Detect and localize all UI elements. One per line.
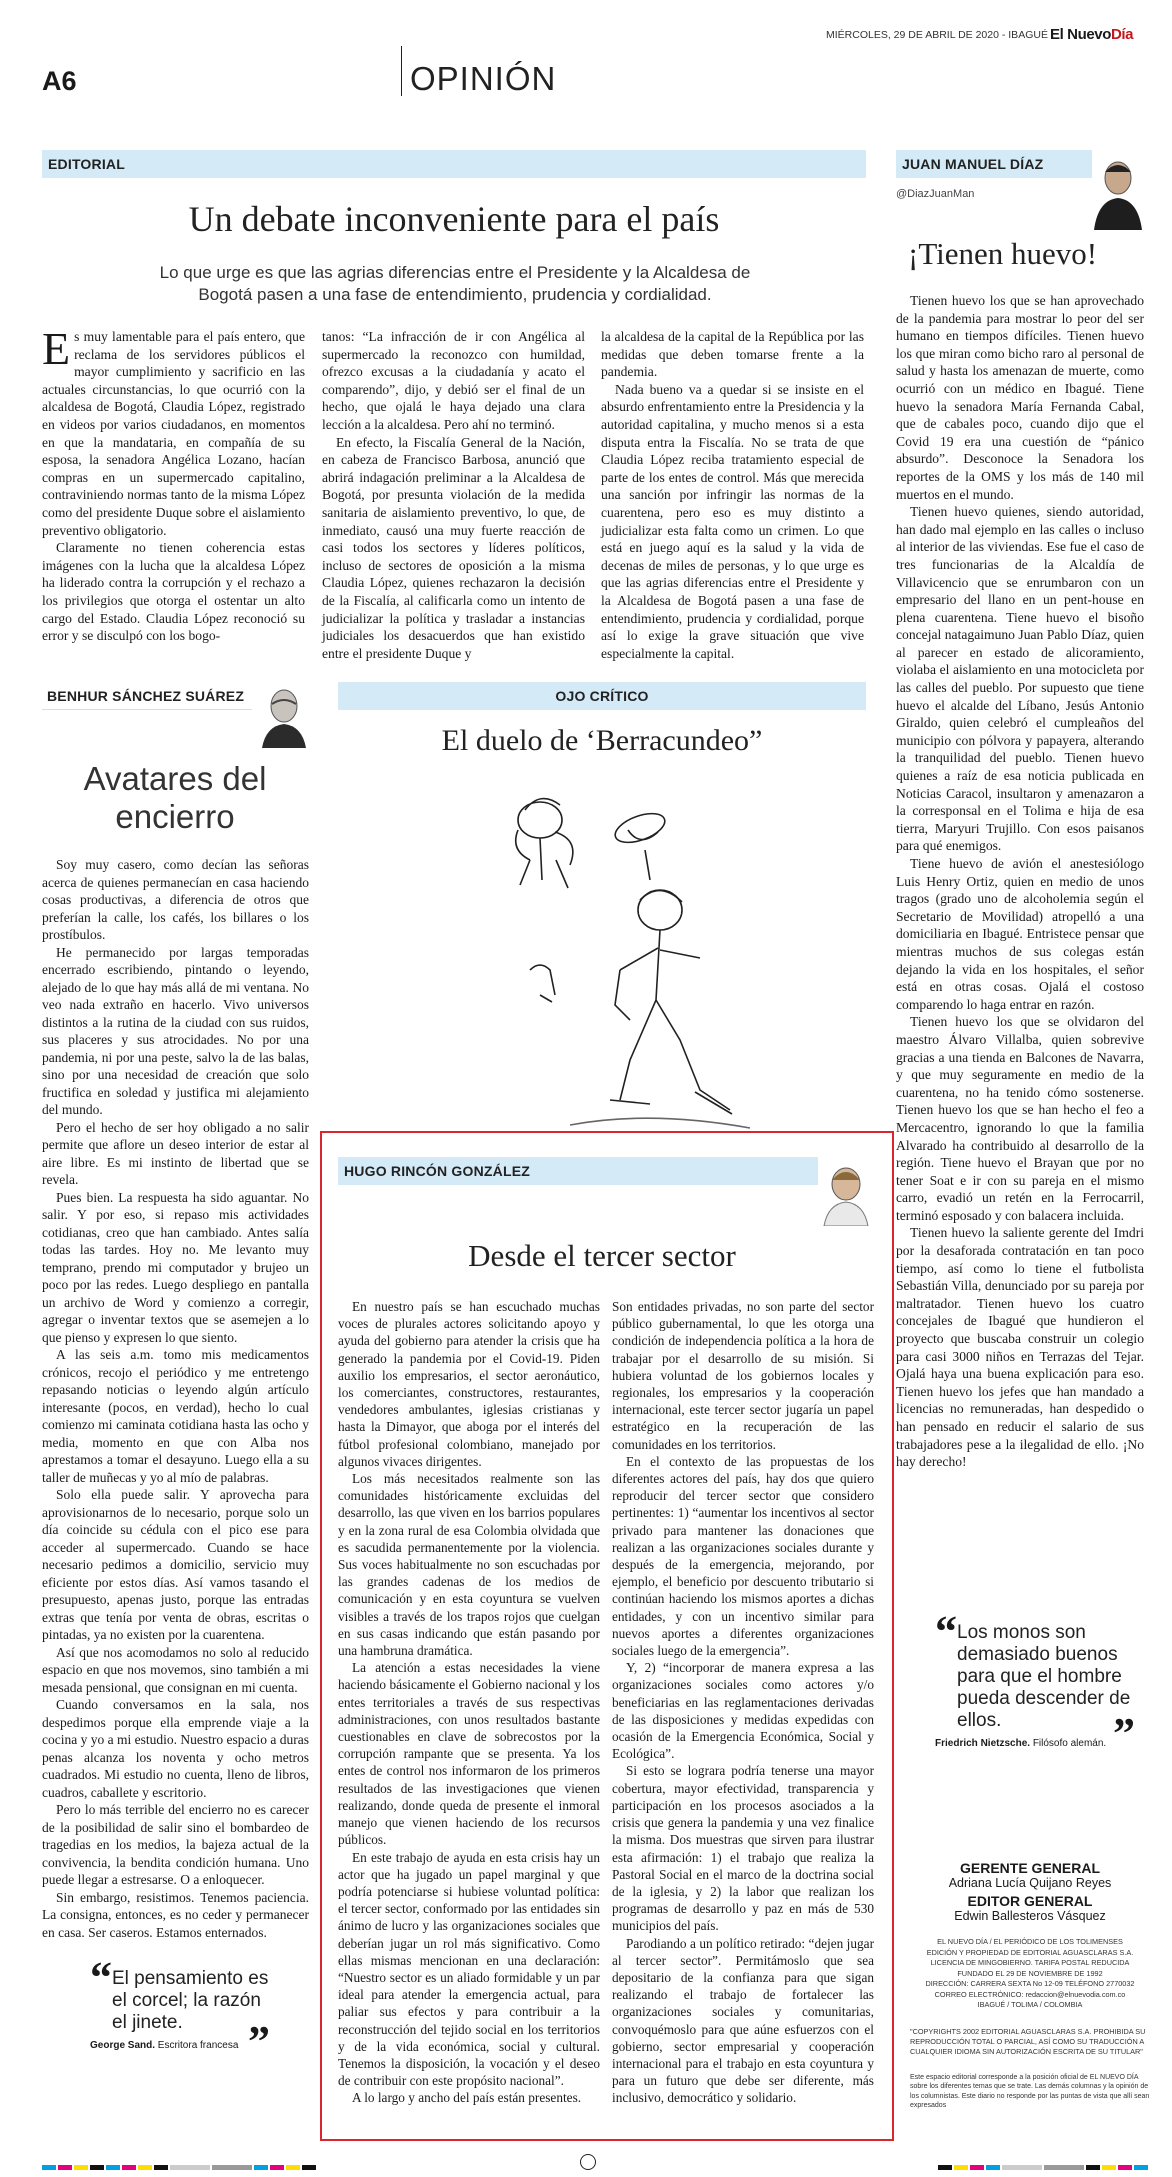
- juan-paragraph: Tienen huevo quienes, siendo autoridad, han dado mal ejemplo en las calles o incluso al interior de las viviendas. Ese fue el caso de tres funcionarias de la Alcaldía de Villavicencio que se enrumbaron con un empresario del llano en un pent-house en plena cuarentena. Tiene huevo el bisoño concejal natagaimuno Juan Pablo Díaz, quien al parecer en estado de alicoramiento, violaba el aislamiento en una motocicleta por las calles del pueblo. Por supuesto que tiene huevo el alcalde del Líbano, Jesús Antonio Giraldo, quien celebró el cumpleaños del municipio con pólvora y papayera, alterando la tranquilidad del pueblo. Tienen huevo quienes a raíz de esa noticia publicada en Noticias Caracol, insultaron y amenazaron a la corresponsal en el Tolima e hija de esa tierra, Maryuri Trujillo. Con esos paisanos para qué enemigos.: [896, 504, 1144, 854]
- juan-paragraph: Tienen huevo los que se olvidaron del maestro Álvaro Villalba, quien sobrevive gracias a una tienda en Balcones de Navarra, y que muy seguramente en medio de la cuarentena, no ha tenido cómo sostenerse. Tienen huevo los que se han hecho el feo a Mercacentro, ignorando lo que la familia Alvarado ha contribuido al desarrollo de la región. Tiene huevo el Brayan que por no tener Soat e ir con su pareja en el mismo carro, evadió un retén en la Ferrocarril, terminó esposado y con balacera incluida.: [896, 1014, 1144, 1223]
- print-color-bar-left: [42, 2160, 602, 2170]
- legal-line: FUNDADO EL 29 DE NOVIEMBRE DE 1992: [957, 1968, 1103, 1978]
- brand-logo-b: Día: [1110, 26, 1134, 43]
- brand-logo: [1050, 26, 1133, 43]
- legal-line: EDICIÓN Y PROPIEDAD DE EDITORIAL AGUASCLARAS S.A.: [926, 1947, 1134, 1957]
- masthead: [910, 1860, 1150, 2111]
- hugo-author: HUGO RINCÓN GONZÁLEZ: [338, 1157, 818, 1185]
- close-quote-icon: ”: [1113, 1709, 1135, 1758]
- hugo-paragraph: Si esto se lograra podría tenerse una mayor cobertura, mayor efectividad, transparencia y participación en los procesos asociados a la crisis que genera la pandemia y una vez finalice la misma. Dos muestras que sirven para ilustrar esta afirmación: 1) el trabajo que realiza la Pastoral Social en el marco de la doctrina social de la iglesia, y 2) la labor que realizan los programas de desarrollo y paz en más de 530 municipios del país.: [612, 1763, 874, 1934]
- benhur-quote-role: Escritora francesa: [157, 2040, 239, 2051]
- issue-date: MIÉRCOLES, 29 DE ABRIL DE 2020 - IBAGUÉ: [826, 29, 1048, 41]
- ojo-critico-label: OJO CRÍTICO: [338, 682, 866, 710]
- benhur-quote-box: [90, 1953, 270, 2066]
- masthead-role-2: EDITOR GENERAL: [967, 1893, 1093, 1909]
- juan-quote-box: [935, 1607, 1135, 1758]
- benhur-author: BENHUR SÁNCHEZ SUÁREZ: [42, 682, 252, 710]
- masthead-name-2: Edwin Ballesteros Vásquez: [954, 1909, 1106, 1923]
- benhur-paragraph: A las seis a.m. tomo mis medicamentos crónicos, recojo el periódico y me entretengo repasando noticias o leyendo algún artículo interesante (pocos, en verdad), hecho lo cual comienzo mi caminata cotidiana hasta las ocho y media, momento en que con Alba nos aprestamos a tomar el desayuno. Luego ella a su taller de muñecas y yo al mío de palabras.: [42, 1347, 309, 1485]
- hugo-paragraph: Son entidades privadas, no son parte del sector público gubernamental, lo que les otorga una condición de independencia política a la hora de trabajar por el desarrollo de su misión. Si hubiera voluntad de los gobiernos locales y regionales, los empresarios y la cooperación internacional, este tercer sector jugaría un papel estratégico en la recuperación de las comunidades en los territorios.: [612, 1299, 874, 1452]
- juan-quote-author: Friedrich Nietzsche.: [935, 1738, 1031, 1749]
- hugo-paragraph: En nuestro país se han escuchado muchas voces de plurales actores solicitando apoyo y ayuda del gobierno para atender la crisis que ha generado la pandemia por el Covid-19. Piden auxilio los empresarios, el sector aeronáutico, los comerciantes, constructores, restaurantes, vendedores ambulantes, iglesias cristianas y hasta la Dimayor, que aboga por el interés del fútbol profesional colombiano, manejado por algunos vivaces dirigentes.: [338, 1299, 600, 1469]
- open-quote-icon: “: [90, 1953, 112, 2002]
- hugo-paragraph: Los más necesitados realmente son las comunidades históricamente excluidas del desarrollo, las que viven en los barrios populares y en la zona rural de esa Colombia olvidada que es sacudida permanentemente por la violencia. Sus voces habitualmente no son escuchadas por las grandes cadenas de los medios de comunicación y en esta coyuntura se vuelven visibles a través de los trapos rojos que cuelgan en sus casas indicando que están pasando por una hambruna dramática.: [338, 1471, 600, 1659]
- benhur-body: [42, 856, 309, 1941]
- cartoon-illustration: [470, 770, 790, 1140]
- hugo-title: Desde el tercer sector: [468, 1238, 736, 1273]
- legal-line: EL NUEVO DÍA / EL PERIÓDICO DE LOS TOLIMENSES: [937, 1937, 1123, 1946]
- juan-quote-role: Filósofo alemán.: [1032, 1738, 1107, 1749]
- editorial-paragraph: Es muy lamentable para el país entero, que reclama de los servidores públicos el mayor cumplimiento y sacrificio en las actuales circunstancias, lo que ocurrió con la alcaldesa de Bogotá, Claudia López, registrado en videos por varios ciudadanos, en momentos en que la mandataria, en compañía de su esposa, la senadora Angélica Lozano, hacían compras en un supermercado capitalino, contraviniendo normas tanto de la misma López como del presidente Duque sobre el aislamiento preventivo obligatorio.: [42, 323, 305, 538]
- hugo-paragraph: En el contexto de las propuestas de los diferentes actores del país, hay dos que quiero reproducir del tercer sector que considero pertinentes: 1) “aumentar los incentivos al sector privado para mantener las donaciones que realizan a las organizaciones sociales durante y después de la emergencia, mejorando, por ejemplo, el beneficio por descuento tributario si continúan haciendo los mismos aportes a dichas entidades, y con un incentivo similar para nuevos aportes a diferentes organizaciones sociales luego de la emergencia”.: [612, 1453, 874, 1659]
- hugo-paragraph: La atención a estas necesidades la viene haciendo básicamente el Gobierno nacional y los entes territoriales a través de sus respectivas administraciones, con unos resultados bastante cuestionables en clave de sobrecostos por la corrupción rampante que se presenta. Ya los entes de control nos informaron de los primeros resultados de las investigaciones que vienen realizando, donde queda de presente el inmoral manejo que vienen haciendo de los recursos públicos.: [338, 1660, 600, 1848]
- legal-line: CORREO ELECTRÓNICO: redaccion@elnuevodia.com.co: [934, 1989, 1126, 1999]
- benhur-quote: El pensamiento es el corcel; la razón el jinete.: [112, 1968, 269, 2033]
- benhur-quote-attribution: [90, 2017, 270, 2066]
- editorial-subtitle: Lo que urge es que las agrias diferencias entre el Presidente y la Alcaldesa de Bogotá pasen a una fase de entendimiento, prudencia y cordialidad.: [159, 263, 751, 304]
- editorial-col-2: [322, 328, 585, 662]
- juan-title: ¡Tienen huevo!: [908, 236, 1098, 271]
- editorial-col-3: [601, 328, 864, 662]
- editorial-col-1: [42, 323, 305, 645]
- benhur-paragraph: Así que nos acomodamos no solo al reducido espacio en que nos movemos, sino también a mi mesada pensional, que consignan en mi cuenta.: [42, 1644, 309, 1695]
- copyright-notice: "COPYRIGHTS 2002 EDITORIAL AGUASCLARAS S.A. PROHIBIDA SU REPRODUCCIÓN TOTAL O PARCIAL, ASÍ COMO SU TRADUCCIÓN A CUALQUIER IDIOMA SIN AUTORIZACIÓN ESCRITA DE SU TITULAR": [910, 2026, 1146, 2056]
- hugo-paragraph: A lo largo y ancho del país están presentes.: [352, 2090, 582, 2106]
- benhur-paragraph: Cuando conversamos en la sala, nos despedimos porque ella emprende viaje a la cocina y yo a mi estudio. Nuestro espacio a duras penas alcanza los noventa y ocho metros cuadrados. Mi estudio no cuenta, lleno de libros, cuadros, caballete y escritorio.: [42, 1697, 309, 1800]
- section-title: OPINIÓN: [410, 60, 557, 97]
- benhur-avatar: [258, 682, 310, 748]
- masthead-legal: [910, 1937, 1150, 2011]
- legal-line: LICENCIA DE MINGOBIERNO. TARIFA POSTAL REDUCIDA: [930, 1958, 1130, 1967]
- juan-avatar: [1092, 150, 1144, 230]
- editorial-disclaimer: Este espacio editorial corresponde a la posición oficial de EL NUEVO DÍA sobre los diferentes temas que se trate. Las demás columnas y la opinión de los columnistas. Este diario no responde por las puntas de vista que allí sean expresados: [910, 2073, 1150, 2110]
- ojo-critico-title: El duelo de ‘Berracundeo”: [441, 724, 763, 757]
- registration-mark-icon: [580, 2154, 596, 2170]
- hugo-paragraph: Parodiando a un político retirado: “dejen jugar al tercer sector”. Permitámoslo que sea depositario de la confianza para que sigan realizando el trabajo de fortalecer las organizaciones sociales y comunitarias, convoquémoslo para que aúne esfuerzos con el gobierno, sector empresarial y cooperación internacional para el trabajo en esta coyuntura y para un futuro que debe ser diferente, más inclusivo, democrático y solidario.: [612, 1935, 874, 2106]
- juan-body: [896, 292, 1144, 1471]
- masthead-name-1: Adriana Lucía Quijano Reyes: [948, 1876, 1112, 1890]
- benhur-paragraph: Soy muy casero, como decían las señoras acerca de quienes permanecían en casa haciendo cosas productivas, a diferencia de otros que preferían la calle, los cafés, los billares o los prostíbulos.: [42, 857, 309, 942]
- open-quote-icon: “: [935, 1607, 957, 1656]
- juan-paragraph: Tiene huevo de avión el anestesiólogo Luis Henry Ortiz, quien en medio de unos tragos (grado uno de alcoholemia según el Secretario de Movilidad) atropelló a una domiciliaria en Ibagué. Entristece pensar que mientras muchos de sus colegas están dejando la vida en los hospitales, el señor está en otras cosas. Ojalá el costoso comparendo lo haga entrar en razón.: [896, 856, 1144, 1012]
- brand-logo-a: El Nuevo: [1050, 26, 1111, 43]
- hugo-col-1: [338, 1298, 600, 2107]
- editorial-paragraph: la alcaldesa de la capital de la República por las medidas que deben tomarse frente a la pandemia.: [601, 329, 864, 380]
- hugo-paragraph: En este trabajo de ayuda en esta crisis hay un actor que ha jugado un papel marginal y que podría potenciarse si hubiese voluntad política: el tercer sector, conformado por las entidades sin ánimo de lucro y las organizaciones sociales que deberían jugar un rol más significativo. Como ellas mismas mencionan en una declaración: “Nuestro sector es un aliado formidable y un par ideal para atender la emergencia actual, para paliar sus efectos y para contribuir a la reconstrucción del tejido social en los territorios y de la vida económica, social y cultural. Tenemos la disposición, la vocación y el deseo de contribuir con este propósito nacional”.: [338, 1849, 600, 2089]
- juan-handle: @DiazJuanMan: [896, 188, 975, 200]
- benhur-paragraph: Solo ella puede salir. Y aprovecha para aprovisionarnos de lo necesario, porque solo un día coincide su cédula con el pico ese para acceder al supermercado. Cuando se hace necesario pedimos a domicilio, servicio muy eficiente por estos días. Así vamos tasando el presupuesto, apenas justo, porque las entradas extras que tenía por venta de obras, escritas o pintadas, ya no existen por la cuarentena.: [42, 1487, 309, 1642]
- editorial-title: Un debate inconveniente para el país: [188, 199, 720, 239]
- hugo-avatar: [820, 1160, 872, 1226]
- benhur-paragraph: Pues bien. La respuesta ha sido aguantar. No salir. Y por eso, si repaso mis actividades cotidianas, creo que han cambiado. Antes salía todas las tardes. Hoy no. Me levanto muy temprano, prendo mi computador y brujeo un poco por las redes. Luego despliego en pantalla un archivo de Word y comienzo a corregir, agregar o inventar textos que se asemejen a lo que pienso y expresen lo que siento.: [42, 1189, 309, 1345]
- page-number: A6: [42, 66, 77, 96]
- juan-paragraph: Tienen huevo la saliente gerente del Imdri por la desaforada contratación en tan poco tiempo, así como lo tiene el futbolista Sebastián Villa, denunciado por su pareja por maltratador. Tienen huevo los cuatro concejales de Ibagué que hundieron el proyecto que buscaba construir un colegio para casi 3000 niños en Terrazas del Tejar. Ojalá haya una buena explicación para eso. Tienen huevo los jefes que han mandado a licencias no remuneradas, han despedido o han pensado en reducir el salario de sus trabajadores pese a la ilegalidad de ello. ¡No hay derecho!: [896, 1225, 1144, 1470]
- juan-author: JUAN MANUEL DÍAZ: [896, 150, 1092, 178]
- benhur-paragraph: He permanecido por largas temporadas encerrado escribiendo, pintando o leyendo, alejado de lo que hay más allá de mi ventana. No veo nada extraño en hacerlo. Vivo universos distintos a la rutina de la ciudad con sus ruidos, sus placeres y sus atrocidades. No por una pandemia, ni por una peste, salvo la de las balas, sino por una necesidad de creación que solo fructifica en soledad y justifica mi alejamiento del mundo.: [42, 944, 309, 1117]
- hugo-col-2: [612, 1298, 874, 2107]
- editorial-paragraph: tanos: “La infracción de ir con Angélica al supermercado la reconozco con humildad, ofrezco excusas a la ciudadanía y acato el comparendo”, dijo, y debió ser el final de un hecho, que ojalá le haya dejado una clara lección a la alcaldesa. Pero ahí no terminó.: [322, 329, 585, 432]
- editorial-paragraph: En efecto, la Fiscalía General de la Nación, en cabeza de Francisco Barbosa, anunció que abrirá indagación preliminar a la Alcaldesa de Bogotá, por presunta violación de la medida sanitaria de aislamiento preventivo, lo que, de inmediato, causó una muy fuerte reacción de casi todos los sectores y líderes políticos, incluso de sectores de oposición a la misma Claudia López, quienes rechazaron la decisión de la Fiscalía, al calificarla como un intento de judicializar la política y trasladar a instancias judiciales los desacuerdos que han existido entre el presidente Duque y: [322, 434, 585, 661]
- juan-paragraph: Tienen huevo los que se han aprovechado de la pandemia para mostrar lo peor del ser humano en tiempos difíciles. Tienen huevo los que miran como bicho raro al personal de salud y hasta los amenazan de muerte, como ocurrió con un médico en Ibagué. Tiene huevo la senadora María Fernanda Cabal, que de cabales poco, cuando dijo que el Covid 19 era una cuestión de “pánico absurdo”. Desconoce la Senadora los reportes de la OMS y los más de 140 mil muertos en el mundo.: [896, 293, 1144, 502]
- benhur-paragraph: Pero lo más terrible del encierro no es carecer de la posibilidad de salir sino el bombardeo de tragedias en los medios, la bajeza actual de la convivencia, la bendita condición humana. Uno puede llegar a estresarse. O a enloquecer.: [42, 1802, 309, 1887]
- legal-line: DIRECCIÓN: CARRERA SEXTA No 12-09 TELÉFONO 2770032: [925, 1979, 1135, 1988]
- close-quote-icon: ”: [248, 2017, 270, 2066]
- benhur-quote-author: George Sand.: [90, 2040, 156, 2051]
- benhur-title: Avatares del encierro: [83, 760, 267, 835]
- print-color-bar-right: [620, 2160, 1150, 2170]
- juan-quote-attribution: [935, 1709, 1135, 1758]
- masthead-role-1: GERENTE GENERAL: [959, 1860, 1100, 1876]
- benhur-paragraph: Sin embargo, resistimos. Tenemos paciencia. La consigna, entonces, es no ceder y permanecer en casa. Ser caseros. Estamos enternados.: [42, 1889, 309, 1940]
- editorial-paragraph: Claramente no tienen coherencia estas imágenes con la lucha que la alcaldesa López ha liderado contra la corrupción y el rechazo a los privilegios que otorga el ostentar un alto cargo del Estado. Claudia López reconoció su error y se disculpó con los bogo-: [42, 540, 305, 644]
- editorial-paragraph: Nada bueno va a quedar si se insiste en el absurdo enfrentamiento entre la Presidencia y la autoridad capitalina, y mucho menos si a esta disputa entra la Fiscalía. No se trata de que Claudia López reciba tratamiento especial de parte de los entes de control. Más que merecida una sanción por infringir las normas de la cuarentena, pero eso es muy distinto a judicializar esta falta como un crimen. Lo que está en juego aquí es la salud y la vida de decenas de miles de personas, y lo que urge es que las agrias diferencias entre el Presidente y la Alcaldesa de Bogotá pasen a una fase de entendimiento, prudencia y cordialidad, porque así lo exige la grave situación que vive especialmente la capital.: [601, 381, 864, 661]
- benhur-paragraph: Pero el hecho de ser hoy obligado a no salir permite que aflore un deseo interior de estar al aire libre. Es mi instinto de libertad que se revela.: [42, 1119, 309, 1187]
- section-divider: [401, 46, 402, 96]
- editorial-label: EDITORIAL: [42, 150, 866, 178]
- legal-line: IBAGUÉ / TOLIMA / COLOMBIA: [977, 2000, 1083, 2009]
- hugo-paragraph: Y, 2) “incorporar de manera expresa a las organizaciones sociales como actores y/o beneficiarias en las reglamentaciones derivadas de las disposiciones y medidas expedidas con ocasión de la Emergencia Económica, Social y Ecológica”.: [612, 1660, 874, 1762]
- juan-quote: Los monos son demasiado buenos para que el hombre pueda descender de ellos.: [957, 1622, 1131, 1731]
